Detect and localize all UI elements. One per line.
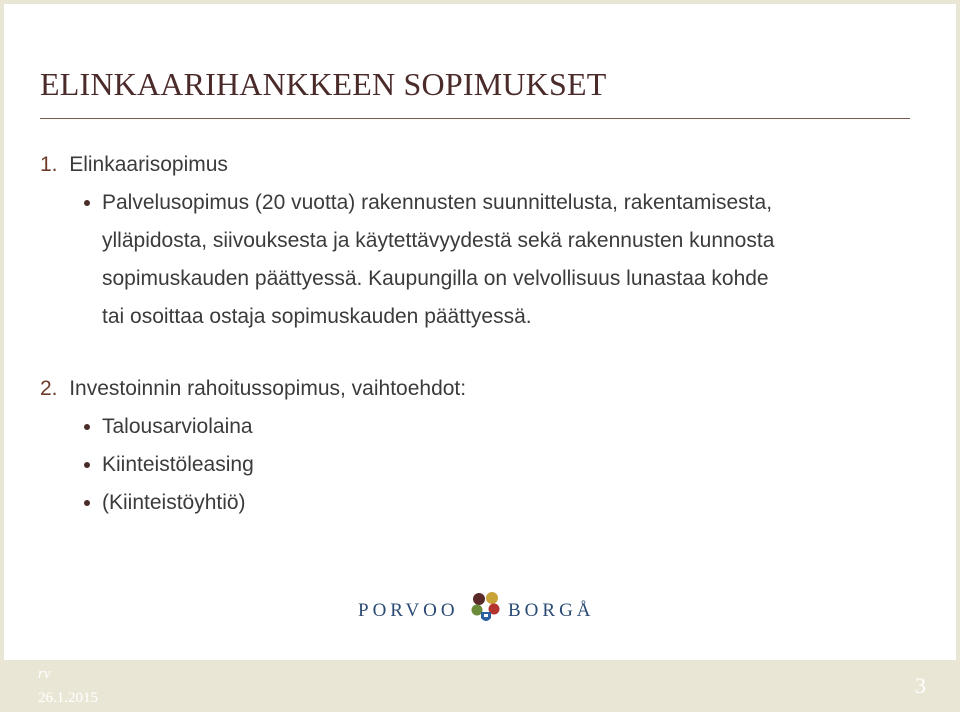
section-1-text-line: sopimuskauden päättyessä. Kaupungilla on velvollisuus lunastaa kohde [102,267,769,290]
section-2-bullet: Kiinteistöleasing [102,453,254,476]
section-2-bullet: Talousarviolaina [102,415,253,438]
page-number: 3 [915,673,926,698]
porvoo-borga-logo [358,594,608,634]
logo-text-porvoo: PORVOO [358,600,459,621]
logo-text-borga: BORGÅ [508,600,595,621]
section-1-text-line: tai osoittaa ostaja sopimuskauden päättyessä. [102,305,532,328]
footer-author: rv [38,666,51,682]
section-1-number: 1. [40,153,58,176]
section-1-text-line: ylläpidosta, siivouksesta ja käytettävyydestä sekä rakennusten kunnosta [102,229,775,252]
section-1-heading [40,146,228,184]
section-2-bullet: (Kiinteistöyhtiö) [102,491,246,514]
slide-title: ELINKAARIHANKKEEN SOPIMUKSET [40,66,607,102]
section-2-title: Investoinnin rahoitussopimus, vaihtoehdot: [69,377,467,400]
slide [4,4,956,660]
title-divider [40,118,910,119]
bullet-icon [84,462,90,468]
section-2-heading [40,370,466,408]
section-1-text-line: Palvelusopimus (20 vuotta) rakennusten suunnittelusta, rakentamisesta, [102,191,773,214]
section-2-number: 2. [40,377,58,400]
bullet-icon [84,500,90,506]
footer-date: 26.1.2015 [38,690,98,706]
bullet-icon [84,200,90,206]
flower-emblem-icon [470,590,502,626]
bullet-icon [84,424,90,430]
section-1-title: Elinkaarisopimus [69,153,228,176]
